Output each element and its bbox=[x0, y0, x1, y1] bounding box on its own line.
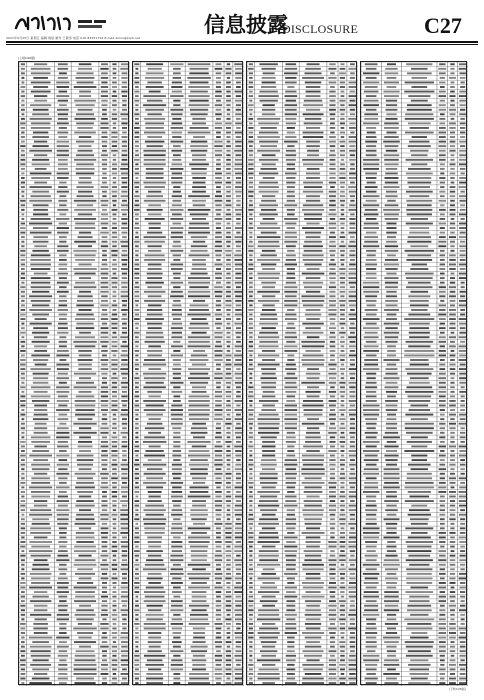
section-title: 信息披露 bbox=[204, 12, 288, 37]
table-column-block-1 bbox=[18, 61, 129, 685]
page-number: C27 bbox=[424, 13, 462, 38]
table-column-block-3 bbox=[246, 61, 357, 685]
table-block-4-cells bbox=[361, 62, 468, 686]
header-rule-thin bbox=[6, 44, 478, 45]
masthead-meta: 2021年6月25日 星期五 编辑 胡斌 制作 王敬涛 电话 010-83251716 E-mail:zmzx@zqrb.net bbox=[6, 36, 141, 40]
table-block-2-cells bbox=[133, 62, 244, 686]
table-continuation-footnote: (下转C28版) bbox=[448, 687, 466, 691]
table-block-3-cells bbox=[247, 62, 358, 686]
table-column-block-2 bbox=[132, 61, 243, 685]
header-rule bbox=[6, 41, 478, 43]
masthead-info-block bbox=[78, 20, 164, 30]
table-block-1-cells bbox=[19, 62, 130, 686]
section-title-english: DISCLOSURE bbox=[282, 22, 359, 36]
table-continuation-note: (上接C26版) bbox=[18, 56, 36, 60]
disclosure-table bbox=[18, 61, 467, 685]
page-header bbox=[0, 0, 484, 48]
masthead-logo bbox=[14, 14, 74, 32]
table-column-block-4 bbox=[360, 61, 467, 685]
